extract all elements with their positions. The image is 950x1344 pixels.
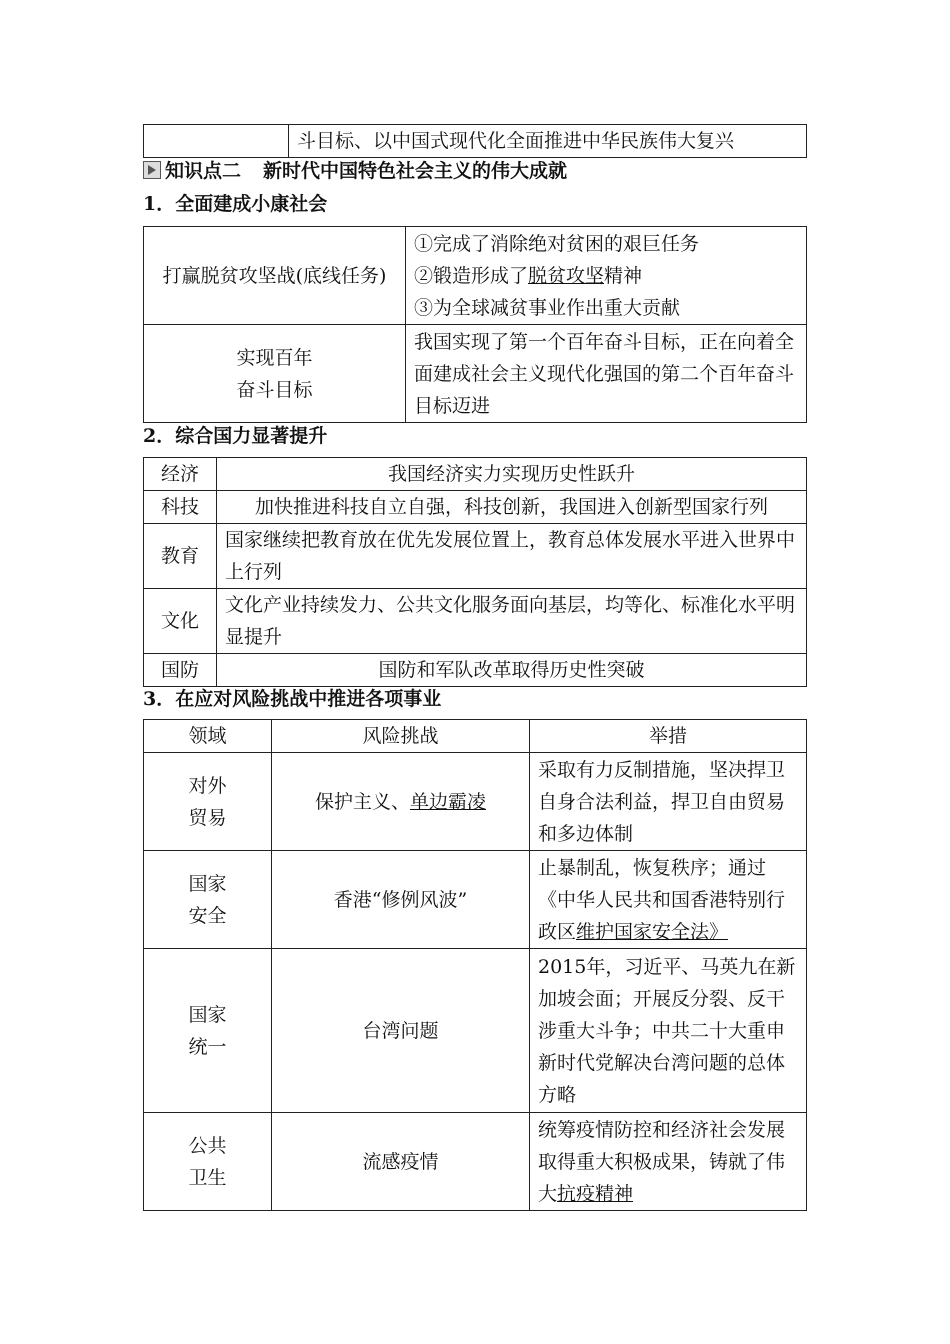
poverty-item-2: ②锻造形成了脱贫攻坚精神 — [414, 264, 643, 287]
poverty-items — [406, 227, 807, 325]
row-key: 文化 — [144, 589, 217, 654]
top-table — [143, 124, 807, 158]
domain-cell: 对外 贸易 — [144, 753, 272, 851]
row-value: 加快推进科技自立自强，科技创新，我国进入创新型国家行列 — [217, 491, 807, 524]
top-table-right-cell: 斗目标、以中国式现代化全面推进中华民族伟大复兴 — [289, 125, 807, 158]
row-value: 国防和军队改革取得历史性突破 — [217, 654, 807, 687]
table-national-power — [143, 457, 807, 687]
poverty-cell: 打赢脱贫攻坚战(底线任务) — [144, 227, 406, 325]
measure-cell: 止暴制乱，恢复秩序；通过《中华人民共和国香港特别行政区维护国家安全法》 — [530, 851, 807, 949]
heading-2: 2．综合国力显著提升 — [143, 425, 328, 447]
risk-cell: 香港“修例风波” — [272, 851, 530, 949]
row-value: 我国经济实力实现历史性跃升 — [217, 458, 807, 491]
section-title — [143, 155, 567, 187]
centenary-cell: 实现百年 奋斗目标 — [144, 325, 406, 423]
header-risk: 风险挑战 — [272, 720, 530, 753]
row-key: 教育 — [144, 524, 217, 589]
heading-1: 1．全面建成小康社会 — [143, 193, 328, 215]
risk-cell: 台湾问题 — [272, 949, 530, 1113]
domain-cell: 国家 统一 — [144, 949, 272, 1113]
heading-3: 3．在应对风险挑战中推进各项事业 — [143, 688, 442, 710]
section-label: 知识点二 — [165, 160, 242, 182]
domain-cell: 国家 安全 — [144, 851, 272, 949]
table-xiaokang — [143, 226, 807, 423]
risk-cell: 保护主义、单边霸凌 — [272, 753, 530, 851]
row-key: 经济 — [144, 458, 217, 491]
row-key: 科技 — [144, 491, 217, 524]
row-value: 文化产业持续发力、公共文化服务面向基层，均等化、标准化水平明显提升 — [217, 589, 807, 654]
measure-cell: 2015年，习近平、马英九在新加坡会面；开展反分裂、反干涉重大斗争；中共二十大重申新时代党解决台湾问题的总体方略 — [530, 949, 807, 1113]
top-table-left-cell — [144, 125, 289, 158]
header-measures: 举措 — [530, 720, 807, 753]
table-risks — [143, 719, 807, 1211]
row-value: 国家继续把教育放在优先发展位置上，教育总体发展水平进入世界中上行列 — [217, 524, 807, 589]
section-heading: 新时代中国特色社会主义的伟大成就 — [263, 160, 568, 182]
centenary-text: 我国实现了第一个百年奋斗目标，正在向着全面建成社会主义现代化强国的第二个百年奋斗目标迈进 — [406, 325, 807, 423]
poverty-item-1: ①完成了消除绝对贫困的艰巨任务 — [414, 232, 700, 255]
row-key: 国防 — [144, 654, 217, 687]
header-domain: 领域 — [144, 720, 272, 753]
poverty-underline: 脱贫攻坚 — [528, 264, 605, 287]
measure-cell: 采取有力反制措施，坚决捍卫自身合法利益，捍卫自由贸易和多边体制 — [530, 753, 807, 851]
risk-cell: 流感疫情 — [272, 1113, 530, 1211]
measure-cell: 统筹疫情防控和经济社会发展取得重大积极成果，铸就了伟大抗疫精神 — [530, 1113, 807, 1211]
play-icon — [143, 161, 161, 179]
poverty-item-3: ③为全球减贫事业作出重大贡献 — [414, 296, 681, 319]
domain-cell: 公共 卫生 — [144, 1113, 272, 1211]
